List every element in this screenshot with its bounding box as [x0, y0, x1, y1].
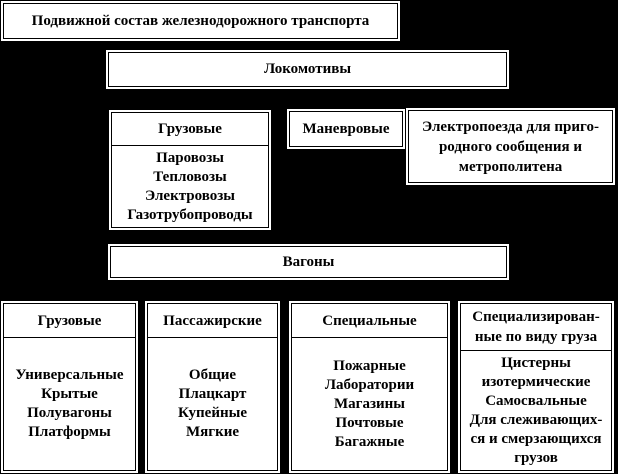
wagons-passenger-group: [147, 303, 278, 471]
wagons-specialized-header: [461, 304, 611, 351]
list-item: Купейные: [178, 405, 247, 421]
wagons-label: Вагоны: [282, 253, 335, 270]
wagons-special-header: [292, 304, 447, 338]
list-item: Лаборатории: [324, 376, 415, 393]
list-item: Общие: [188, 367, 237, 383]
list-item: грузов: [514, 449, 558, 466]
list-item: Плацкарт: [178, 386, 247, 402]
wagons-passenger-header-label: Пассажирские: [163, 312, 262, 329]
wagons-specialized-header-line: Специализирован-: [472, 309, 600, 325]
wagons-specialized-group: [460, 303, 612, 471]
locomotives-freight-group: [111, 112, 269, 228]
wagons-freight-header: [4, 304, 135, 338]
list-item: Мягкие: [185, 424, 240, 440]
list-item: Пожарные: [333, 357, 406, 374]
list-item: Паровозы: [156, 149, 224, 166]
wagons-specialized-header-line: ные по виду груза: [474, 329, 598, 345]
list-item: Крытые: [41, 386, 98, 402]
wagons-passenger-list: [148, 338, 277, 470]
list-item: Для слеживающих-: [469, 411, 603, 428]
root-label: Подвижной состав железнодорожного транспорта: [31, 12, 370, 29]
list-item: Тепловозы: [153, 168, 227, 185]
list-item: изотермические: [481, 373, 591, 390]
locomotives-freight-header-label: Грузовые: [158, 121, 222, 137]
wagons-freight-header-label: Грузовые: [37, 312, 102, 329]
wagons-special-header-label: Специальные: [322, 312, 417, 329]
locomotives-shunting-node: [289, 111, 403, 147]
wagons-specialized-list: [461, 351, 611, 470]
list-item: Почтовые: [335, 414, 404, 431]
list-item: Магазины: [334, 395, 405, 412]
locomotives-node: [108, 52, 507, 87]
locomotives-label: Локомотивы: [263, 61, 352, 77]
wagons-freight-list: [4, 338, 135, 470]
list-item: Самосвальные: [485, 392, 587, 409]
wagons-passenger-header: [148, 304, 277, 338]
list-item: Газотрубопроводы: [127, 206, 253, 223]
list-item: ся и смерзающихся: [470, 430, 602, 447]
wagons-special-list: [292, 338, 447, 470]
wagons-freight-group: [3, 303, 136, 471]
electric-trains-line: метрополитена: [458, 158, 563, 175]
electric-trains-line: Электропоезда для приго-: [422, 118, 599, 135]
locomotives-freight-header: [112, 113, 268, 146]
list-item: Багажные: [334, 433, 405, 450]
list-item: Электровозы: [145, 187, 235, 204]
root-node: [3, 3, 398, 39]
locomotives-freight-list: [112, 146, 268, 227]
wagons-node: [110, 246, 507, 278]
electric-trains-node: [408, 110, 613, 183]
locomotives-shunting-label: Маневровые: [302, 120, 390, 137]
electric-trains-line: родного сообщения и: [438, 138, 583, 155]
list-item: Цистерны: [501, 354, 571, 371]
wagons-special-group: [291, 303, 448, 471]
list-item: Полувагоны: [27, 405, 112, 421]
list-item: Универсальные: [15, 367, 124, 383]
list-item: Платформы: [28, 424, 111, 440]
